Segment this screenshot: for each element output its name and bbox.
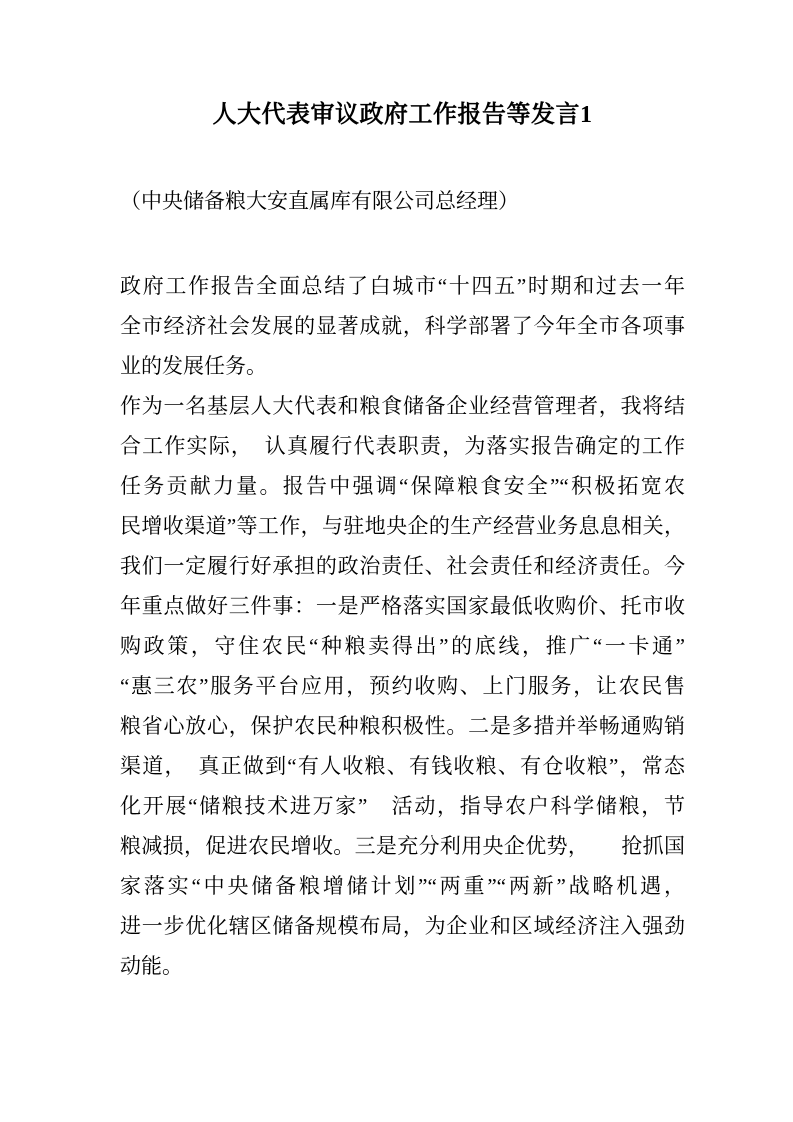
- paragraph-2-line-14: 进一步优化辖区储备规模布局，为企业和区域经济注入强劲: [120, 914, 685, 938]
- paragraph-2-line-15: 动能。: [120, 954, 183, 978]
- paragraph-2-line-10: 渠道， 真正做到“有人收粮、有钱收粮、有仓收粮”，常态: [120, 754, 685, 778]
- document-title: 人大代表审议政府工作报告等发言1: [212, 102, 593, 128]
- paragraph-2-line-2: 合工作实际， 认真履行代表职责，为落实报告确定的工作: [120, 434, 685, 458]
- paragraph-1-line-2: 全市经济社会发展的显著成就，科学部署了今年全市各项事: [120, 314, 685, 338]
- paragraph-2-line-7: 购政策，守住农民“种粮卖得出”的底线，推广“一卡通”: [120, 634, 685, 658]
- paragraph-1-line-1: 政府工作报告全面总结了白城市“十四五”时期和过去一年: [120, 274, 685, 298]
- paragraph-2-line-12: 粮减损，促进农民增收。三是充分利用央企优势， 抢抓国: [120, 834, 685, 858]
- paragraph-2-line-4: 民增收渠道”等工作，与驻地央企的生产经营业务息息相关，: [120, 514, 685, 538]
- paragraph-2-line-1: 作为一名基层人大代表和粮食储备企业经营管理者，我将结: [120, 394, 685, 418]
- paragraph-2-line-3: 任务贡献力量。报告中强调“保障粮食安全”“积极拓宽农: [120, 474, 685, 498]
- paragraph-2-line-8: “惠三农”服务平台应用，预约收购、上门服务，让农民售: [120, 674, 685, 698]
- paragraph-2-line-9: 粮省心放心，保护农民种粮积极性。二是多措并举畅通购销: [120, 714, 685, 738]
- paragraph-1-line-3: 业的发展任务。: [120, 354, 267, 378]
- document-subtitle: （中央储备粮大安直属库有限公司总经理）: [120, 189, 519, 213]
- paragraph-2-line-11: 化开展“储粮技术进万家” 活动，指导农户科学储粮，节: [120, 794, 685, 818]
- paragraph-2-line-6: 年重点做好三件事：一是严格落实国家最低收购价、托市收: [120, 594, 685, 618]
- paragraph-2-line-13: 家落实“中央储备粮增储计划”“两重”“两新”战略机遇，: [120, 874, 685, 898]
- paragraph-2-line-5: 我们一定履行好承担的政治责任、社会责任和经济责任。今: [120, 554, 685, 578]
- document-body: [120, 266, 685, 986]
